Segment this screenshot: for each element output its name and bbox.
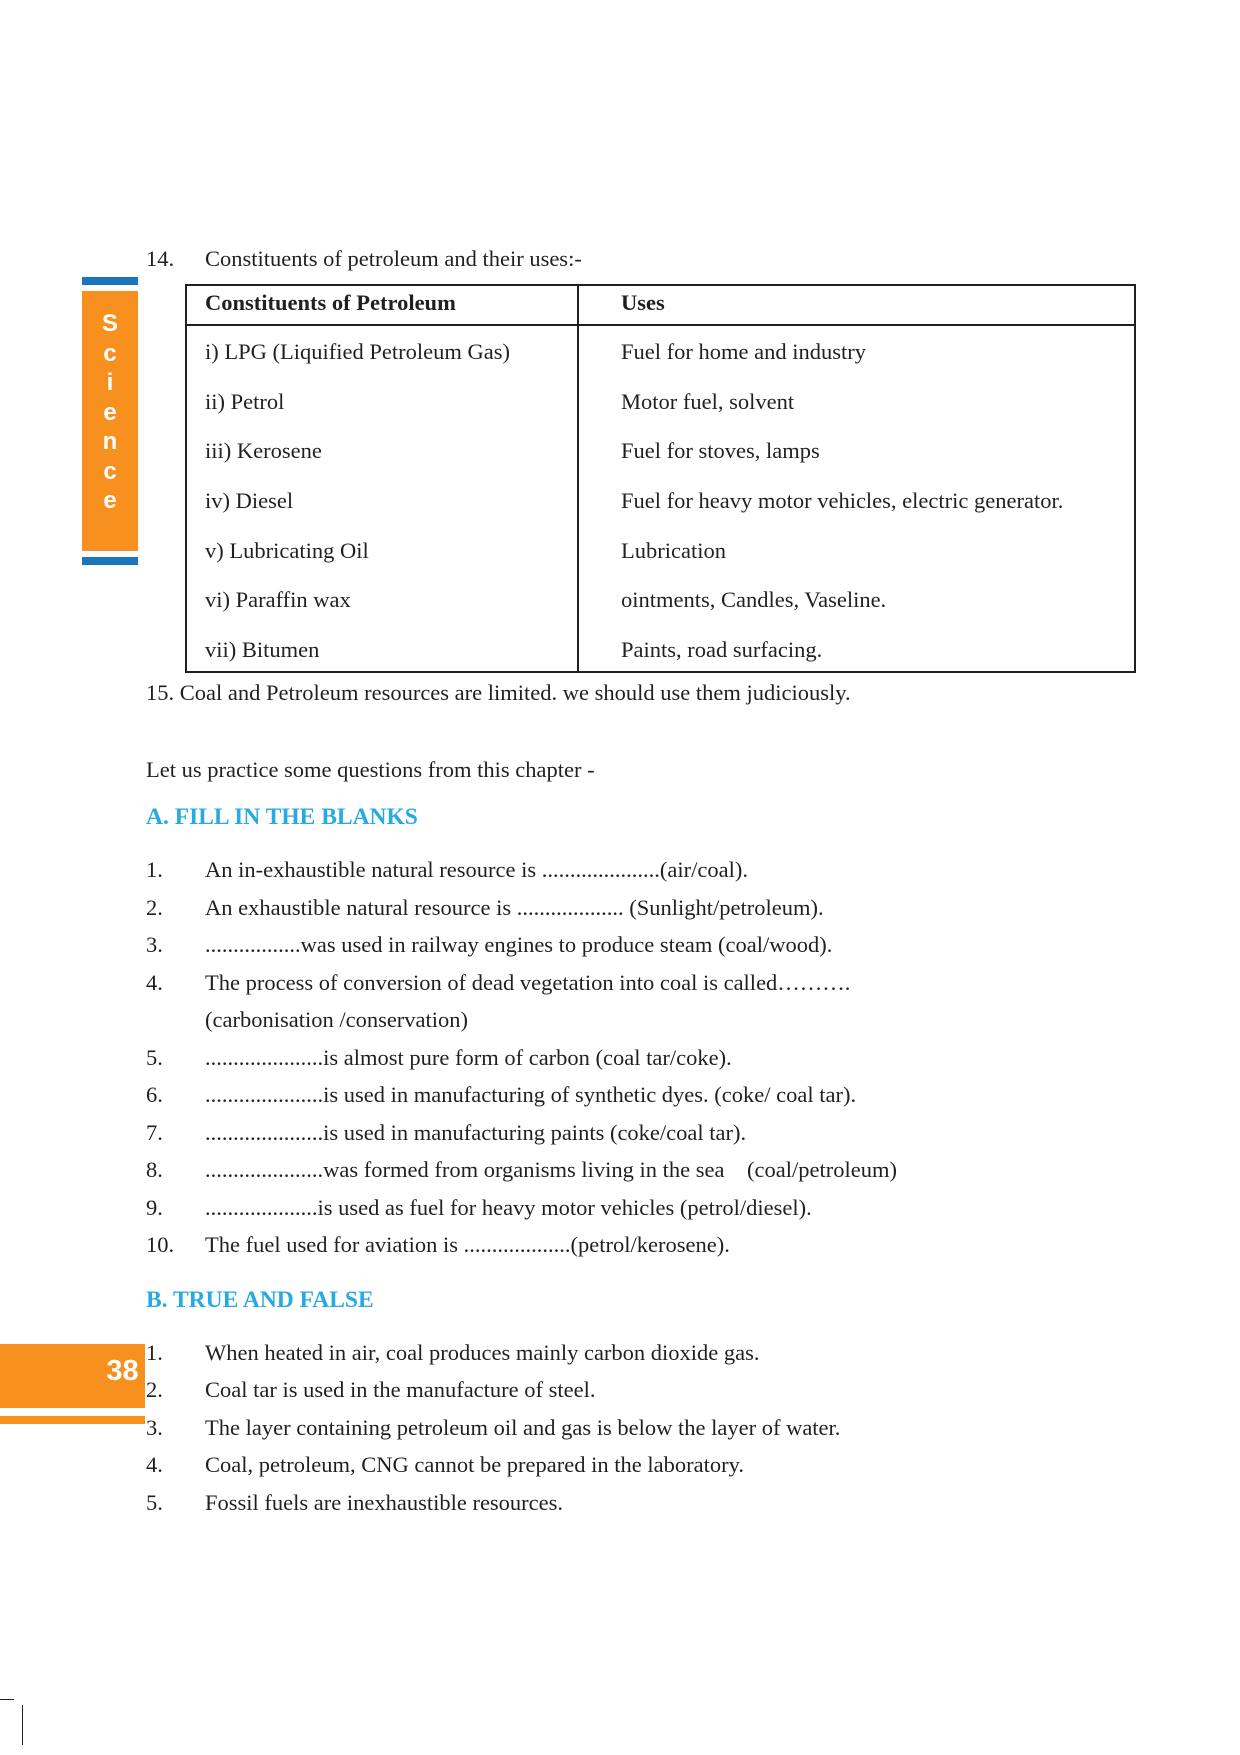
section-a-heading: A. FILL IN THE BLANKS (146, 804, 418, 830)
true-false-statement: Coal, petroleum, CNG cannot be prepared in the laboratory. (205, 1452, 744, 1477)
page-number-underline (0, 1416, 145, 1424)
table-header-uses: Uses (621, 290, 665, 315)
table-cell-use: ointments, Candles, Vaseline. (621, 587, 887, 612)
side-tab-letter: e (103, 487, 117, 514)
true-false-number: 2. (146, 1377, 163, 1402)
table-cell-constituent: v) Lubricating Oil (205, 538, 369, 563)
table-header-divider (185, 324, 1136, 326)
fill-blank-question: .................was used in railway engines to produce steam (coal/wood). (205, 932, 833, 957)
item-14-number: 14. (146, 246, 175, 271)
fill-blank-number: 10. (146, 1232, 175, 1257)
fill-blank-question-continuation: (carbonisation /conservation) (205, 1007, 469, 1032)
fill-blank-number: 7. (146, 1120, 163, 1145)
page-number: 38 (106, 1355, 139, 1387)
fill-blank-question: An exhaustible natural resource is ................... (Sunlight/petroleum). (205, 895, 824, 920)
fill-blank-number: 8. (146, 1157, 163, 1182)
table-column-divider (577, 284, 579, 673)
fill-blank-question: .....................is used in manufacturing paints (coke/coal tar). (205, 1120, 747, 1145)
fill-blank-number: 2. (146, 895, 163, 920)
side-tab-letter: i (106, 369, 114, 396)
side-tab-letter: c (103, 457, 117, 485)
table-cell-use: Lubrication (621, 538, 726, 563)
table-cell-constituent: ii) Petrol (205, 389, 285, 414)
fill-blank-question: An in-exhaustible natural resource is .....................(air/coal). (205, 857, 748, 882)
fill-blank-number: 6. (146, 1082, 163, 1107)
fill-blank-number: 1. (146, 857, 163, 882)
practice-intro: Let us practice some questions from this chapter - (146, 757, 595, 782)
true-false-number: 1. (146, 1340, 163, 1365)
side-tab-letter: n (102, 428, 118, 455)
fill-blank-question: The process of conversion of dead vegetation into coal is called………. (205, 970, 851, 995)
true-false-statement: The layer containing petroleum oil and gas is below the layer of water. (205, 1415, 841, 1440)
fill-blank-number: 3. (146, 932, 163, 957)
true-false-number: 4. (146, 1452, 163, 1477)
table-cell-use: Paints, road surfacing. (621, 637, 823, 662)
section-b-heading: B. TRUE AND FALSE (146, 1287, 374, 1313)
item-15-text: 15. Coal and Petroleum resources are limited. we should use them judiciously. (146, 680, 851, 705)
table-cell-use: Motor fuel, solvent (621, 389, 795, 414)
table-cell-constituent: vii) Bitumen (205, 637, 320, 662)
side-tab-letter: e (103, 398, 117, 426)
table-cell-constituent: iii) Kerosene (205, 438, 322, 463)
fill-blank-question: .....................is almost pure form of carbon (coal tar/coke). (205, 1045, 732, 1070)
table-cell-use: Fuel for heavy motor vehicles, electric generator. (621, 488, 1064, 513)
true-false-number: 5. (146, 1490, 163, 1515)
fill-blank-question: .....................was formed from organisms living in the sea (coal/petroleum) (205, 1157, 897, 1182)
table-cell-constituent: iv) Diesel (205, 488, 294, 513)
true-false-statement: Fossil fuels are inexhaustible resources. (205, 1490, 564, 1515)
table-cell-constituent: vi) Paraffin wax (205, 587, 351, 612)
fill-blank-question: ....................is used as fuel for heavy motor vehicles (petrol/diesel). (205, 1195, 812, 1220)
science-side-tab (82, 291, 138, 551)
table-header-constituents: Constituents of Petroleum (205, 290, 456, 315)
side-tab-letter: c (103, 339, 117, 367)
side-tab-letter: S (101, 310, 118, 337)
true-false-statement: Coal tar is used in the manufacture of steel. (205, 1377, 596, 1402)
table-cell-use: Fuel for home and industry (621, 339, 866, 364)
fill-blank-number: 9. (146, 1195, 163, 1220)
fill-blank-number: 5. (146, 1045, 163, 1070)
fill-blank-number: 4. (146, 970, 163, 995)
crop-mark (22, 1705, 23, 1745)
item-14-text: Constituents of petroleum and their uses:- (205, 246, 582, 271)
crop-mark (0, 1699, 14, 1700)
fill-blank-question: .....................is used in manufacturing of synthetic dyes. (coke/ coal tar). (205, 1082, 857, 1107)
true-false-number: 3. (146, 1415, 163, 1440)
table-cell-use: Fuel for stoves, lamps (621, 438, 820, 463)
fill-blank-question: The fuel used for aviation is ...................(petrol/kerosene). (205, 1232, 730, 1257)
true-false-statement: When heated in air, coal produces mainly carbon dioxide gas. (205, 1340, 760, 1365)
table-cell-constituent: i) LPG (Liquified Petroleum Gas) (205, 339, 510, 364)
side-tab-top-bar (82, 277, 138, 285)
side-tab-bottom-bar (82, 557, 138, 565)
